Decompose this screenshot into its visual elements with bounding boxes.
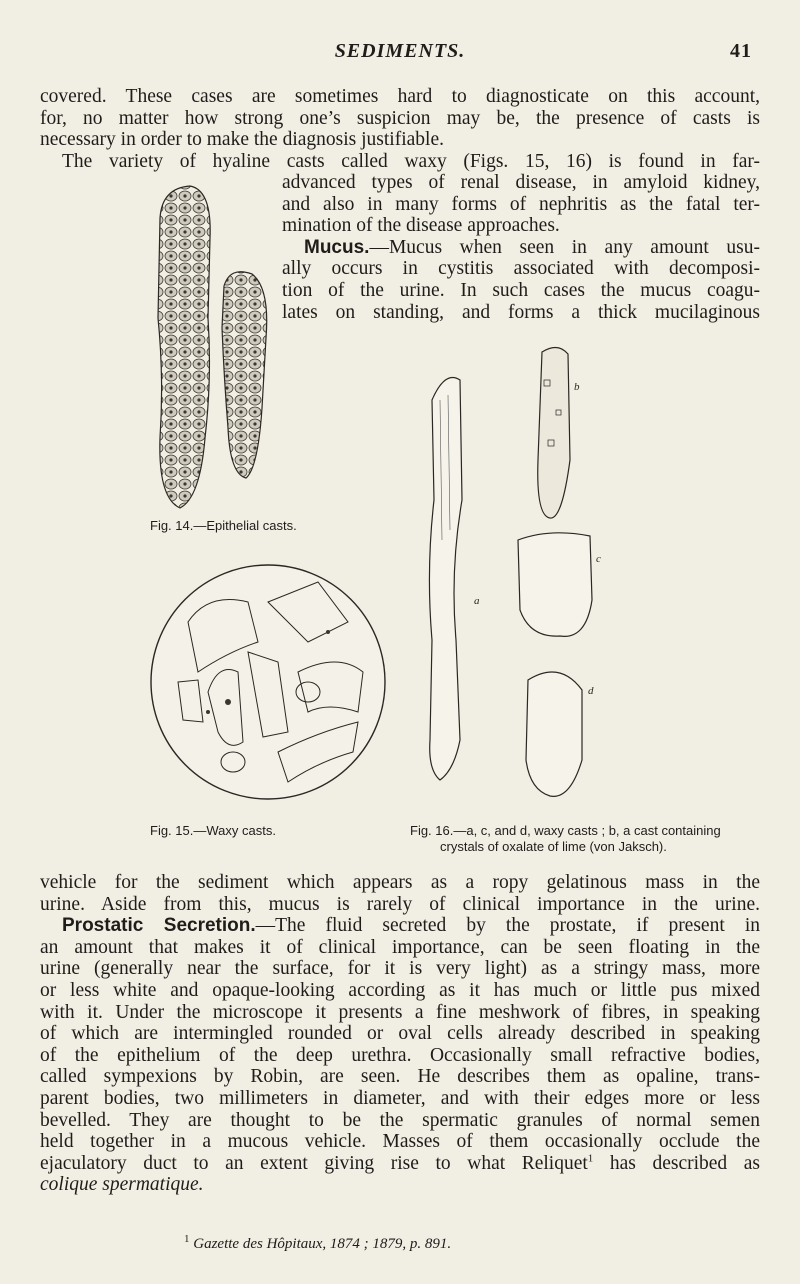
paragraph-casts (40, 86, 760, 172)
text-line-italic: colique spermatique. (40, 1174, 204, 1196)
footnote-text: Gazette des Hôpitaux, 1874 ; 1879, p. 891. (189, 1236, 452, 1252)
fig16-label-d: d (588, 685, 594, 697)
fig15-illustration (148, 562, 388, 802)
text-line: of the epithelium of the deep urethra. Occasionally small refractive bodies, (40, 1044, 760, 1066)
text-line: —The fluid secreted by the prostate, if present in (255, 915, 760, 937)
fig16-illustration (410, 340, 610, 810)
text-line: and also in many forms of nephritis as the fatal ter- (282, 193, 760, 215)
text-line: tion of the urine. In such cases the mucus coagu- (282, 279, 760, 301)
running-title: SEDIMENTS. (334, 40, 466, 62)
mucus-heading: Mucus. (304, 236, 370, 258)
fig16-caption-line2: crystals of oxalate of lime (von Jaksch). (440, 839, 667, 854)
text-line: held together in a mucous vehicle. Masses of them occasionally occlude the (40, 1131, 760, 1153)
fig16-label-c: c (596, 553, 601, 565)
text-line: necessary in order to make the diagnosis justifiable. (40, 129, 444, 151)
fig14-caption: Fig. 14.—Epithelial casts. (150, 518, 297, 533)
text-line: ejaculatory duct to an extent giving rise to what Reliquet (40, 1152, 588, 1174)
paragraph-waxy-right (282, 172, 760, 323)
text-line: ally occurs in cystitis associated with decomposi- (282, 258, 760, 280)
paragraph-lower (40, 872, 760, 1196)
text-line: or less white and opaque-looking according as it has much or little pus mixed (40, 979, 760, 1001)
text-line: advanced types of renal disease, in amyloid kidney, (282, 172, 760, 193)
text-line: lates on standing, and forms a thick mucilaginous (282, 301, 760, 323)
fig16-label-a: a (474, 595, 480, 607)
text-line: covered. These cases are sometimes hard to diagnosticate on this account, (40, 86, 760, 107)
text-line: urine (generally near the surface, for it is very light) as a stringy mass, more (40, 958, 760, 980)
text-line: with it. Under the microscope it presents a fine meshwork of fibres, in speaking (40, 1001, 760, 1023)
text-line: parent bodies, two millimeters in diameter, and with their edges more or less (40, 1087, 760, 1109)
footnote (184, 1233, 452, 1253)
fig15-caption: Fig. 15.—Waxy casts. (150, 823, 276, 838)
text-line: mination of the disease approaches. (282, 215, 560, 237)
text-line: bevelled. They are thought to be the spermatic granules of normal semen (40, 1109, 760, 1131)
text-line: vehicle for the sediment which appears as a ropy gelatinous mass in the (40, 872, 760, 893)
text-line: has described as (593, 1152, 760, 1174)
prostatic-heading: Prostatic Secretion. (62, 915, 256, 937)
running-header (40, 40, 760, 64)
fig16-caption-line1: Fig. 16.—a, c, and d, waxy casts ; b, a cast containing (410, 823, 721, 838)
fig16-label-b: b (574, 381, 580, 393)
page-number: 41 (730, 40, 752, 62)
text-line: an amount that makes it of clinical importance, can be seen floating in the (40, 936, 760, 958)
text-line: of which are intermingled rounded or oval cells already described in speaking (40, 1023, 760, 1045)
text-line: urine. Aside from this, mucus is rarely of clinical importance in the urine. (40, 893, 760, 915)
text-line: called sympexions by Robin, are seen. He describes them as opaline, trans- (40, 1066, 760, 1088)
text-line: The variety of hyaline casts called waxy (Figs. 15, 16) is found in far- (62, 150, 760, 172)
text-line: —Mucus when seen in any amount usu- (369, 236, 760, 258)
text-line: for, no matter how strong one’s suspicion may be, the presence of casts is (40, 107, 760, 129)
footnote-ref: 1 (587, 1152, 594, 1165)
footnote-marker: 1 (184, 1233, 190, 1245)
fig14-illustration (150, 178, 280, 513)
